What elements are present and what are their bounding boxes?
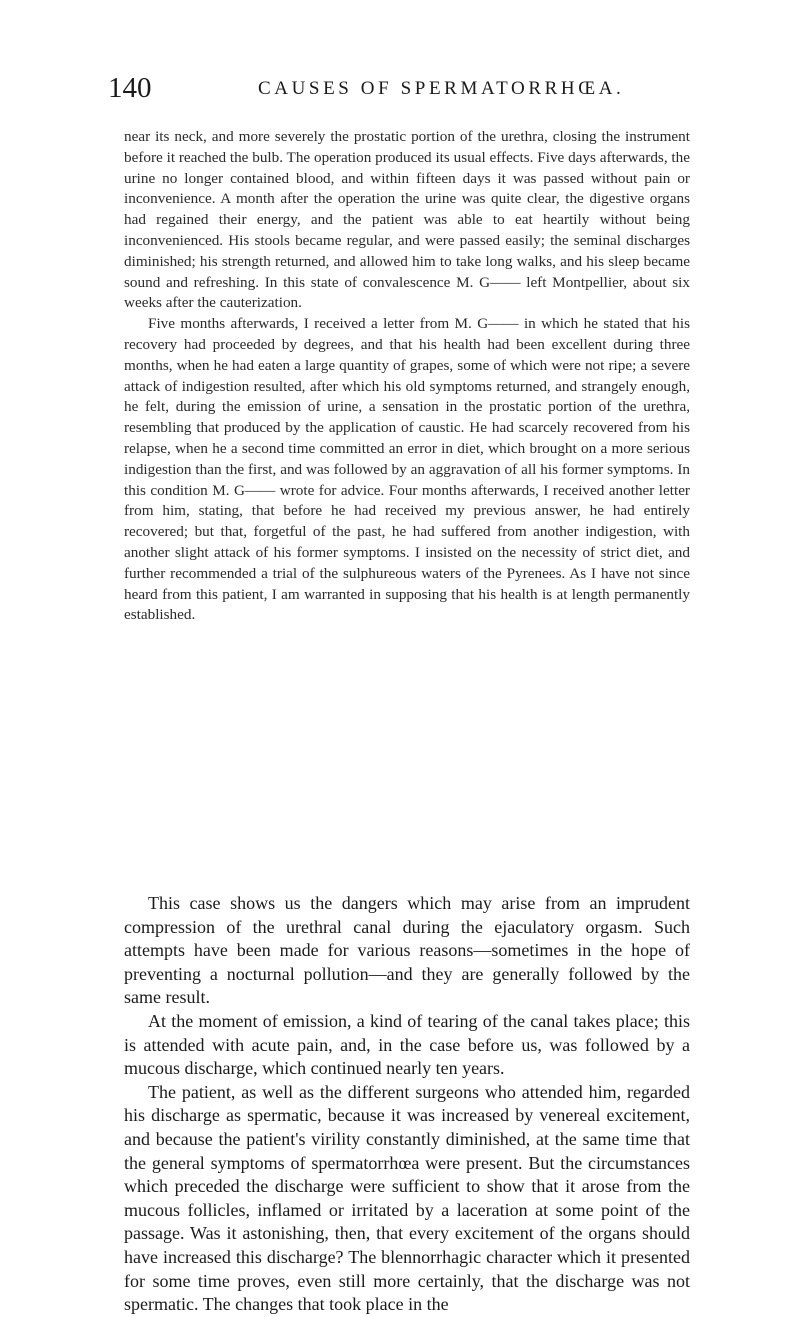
page-number: 140 bbox=[108, 72, 152, 104]
running-title: CAUSES OF SPERMATORRHŒA. bbox=[258, 78, 625, 99]
paragraph: The patient, as well as the different surgeons who attended him, regarded his discharge as spermatic, because it was increased by venereal excitement, and because the patient's virility constantly diminished, at the same time that the general symptoms of spermatorrhœa were present. But the circumstances which preceded the discharge were sufficient to show that it arose from the mucous follicles, inflamed or irritated by a laceration at some point of the passage. Was it astonishing, then, that every excitement of the organs should have increased this discharge? The blennorrhagic character which it presented for some time proves, even still more certainly, that the discharge was not spermatic. The changes that took place in the bbox=[124, 1081, 690, 1315]
paragraph: At the moment of emission, a kind of tearing of the canal takes place; this is attended with acute pain, and, in the case before us, was followed by a mucous discharge, which continued nearly ten years. bbox=[124, 1010, 690, 1079]
paragraph: Five months afterwards, I received a letter from M. G—— in which he stated that his recovery had proceeded by degrees, and that his health had been excellent during three months, when he had eaten a large quantity of grapes, some of which were not ripe; a severe attack of indigestion resulted, after which his old symptoms returned, and strangely enough, he felt, during the emission of urine, a sensation in the prostatic portion of the urethra, resembling that produced by the application of caustic. He had scarcely recovered from his relapse, when he a second time committed an error in diet, which brought on a more serious indigestion than the first, and was followed by an aggravation of all his former symptoms. In this condition M. G—— wrote for advice. Four months afterwards, I received another letter from him, stating, that before he had received my previous answer, he had entirely recovered; but that, forgetful of the past, he had suffered from another indigestion, with another slight attack of his former symptoms. I insisted on the necessity of strict diet, and further recommended a trial of the sulphureous waters of the Pyrenees. As I have not since heard from this patient, I am warranted in supposing that his health is at length permanently established. bbox=[124, 315, 690, 624]
running-head bbox=[108, 72, 698, 108]
commentary-text bbox=[124, 892, 690, 1317]
paragraph: This case shows us the dangers which may arise from an imprudent compression of the urethral canal during the ejaculatory orgasm. Such attempts have been made for various reasons—sometimes in the hope of preventing a nocturnal pollution—and they are generally followed by the same result. bbox=[124, 893, 690, 1008]
paragraph: near its neck, and more severely the prostatic portion of the urethra, closing the instrument before it reached the bulb. The operation produced its usual effects. Five days afterwards, the urine no longer contained blood, and within fifteen days it was passed without pain or inconvenience. A month after the operation the urine was quite clear, the digestive organs had regained their energy, and the patient was able to eat heartily without being inconvenienced. His stools became regular, and were passed easily; the seminal discharges diminished; his strength returned, and allowed him to take long walks, and his sleep became sound and refreshing. In this state of convalescence M. G—— left Montpellier, about six weeks after the cauterization. bbox=[124, 128, 690, 312]
case-report-text bbox=[124, 127, 690, 626]
